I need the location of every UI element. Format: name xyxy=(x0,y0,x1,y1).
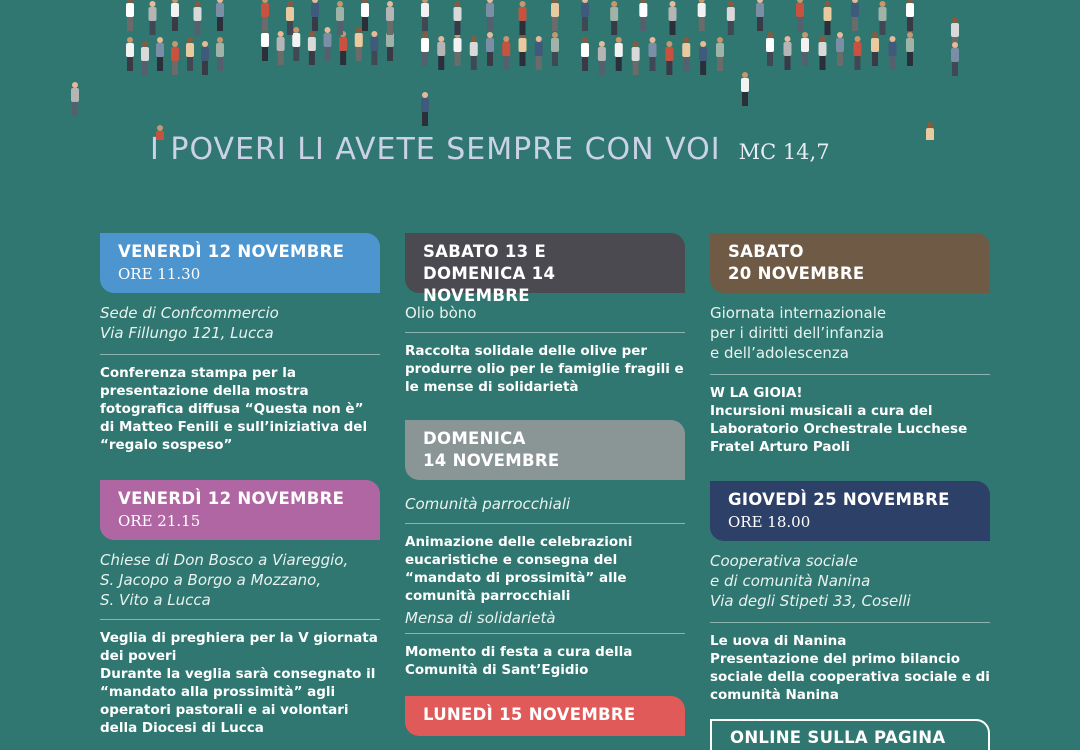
person-figure xyxy=(581,0,589,31)
event-date-box xyxy=(710,233,990,293)
event-date: DOMENICA 14 NOVEMBRE xyxy=(423,429,560,470)
person-figure xyxy=(386,1,394,35)
person-figure xyxy=(261,0,269,31)
person-figure xyxy=(598,41,606,75)
person-figure xyxy=(261,27,269,61)
person-figure xyxy=(801,32,809,66)
person-figure xyxy=(421,0,429,31)
person-figure xyxy=(649,37,657,71)
event-location: Olio bòno xyxy=(405,293,685,333)
person-figure xyxy=(277,31,285,65)
person-figure xyxy=(141,41,149,75)
person-figure xyxy=(308,31,316,65)
event-date-box xyxy=(405,696,685,736)
person-figure xyxy=(851,0,859,31)
person-figure xyxy=(171,0,179,31)
person-figure xyxy=(339,31,347,65)
person-figure xyxy=(879,1,887,35)
event-date-box xyxy=(710,481,990,541)
person-figure xyxy=(171,41,179,75)
event-date-box xyxy=(100,233,380,293)
person-figure xyxy=(615,37,623,71)
person-figure xyxy=(819,36,827,70)
crowd-illustration xyxy=(0,0,1080,140)
person-figure xyxy=(519,32,527,66)
person-figure xyxy=(216,37,224,71)
event-description: Momento di festa a cura della Comunità di Sant’Egidio xyxy=(405,644,633,678)
events-column-3 xyxy=(710,233,990,750)
event-location: Cooperativa sociale e di comunità Nanina Via degli Stipeti 33, Coselli xyxy=(710,541,990,623)
event-time: ORE 11.30 xyxy=(118,265,201,283)
person-figure xyxy=(699,41,707,75)
event-location: Comunità parrocchiali xyxy=(405,480,685,524)
person-figure xyxy=(421,92,429,126)
person-figure xyxy=(470,36,478,70)
online-box xyxy=(710,719,990,750)
person-figure xyxy=(421,32,429,66)
person-figure xyxy=(311,0,319,31)
event-location: Sede di Confcommercio Via Fillungo 121, Lucca xyxy=(100,293,380,355)
event-date: VENERDÌ 12 NOVEMBRE xyxy=(118,489,345,508)
person-figure xyxy=(766,32,774,66)
person-figure xyxy=(581,37,589,71)
person-figure xyxy=(665,41,673,75)
person-figure xyxy=(632,41,640,75)
event-description: Raccolta solidale delle olive per produrre olio per le famiglie fragili e le mense di solidarietà xyxy=(405,343,684,395)
event-date: GIOVEDÌ 25 NOVEMBRE xyxy=(728,490,950,509)
person-figure xyxy=(324,27,332,61)
event-time: ORE 18.00 xyxy=(728,513,811,531)
event-date: SABATO 13 E DOMENICA 14 NOVEMBRE xyxy=(423,242,556,305)
event-date: ONLINE SULLA PAGINA xyxy=(730,728,946,747)
events-column-1 xyxy=(100,233,380,749)
event-date: LUNEDÌ 15 NOVEMBRE xyxy=(423,705,636,724)
person-figure xyxy=(502,36,510,70)
event-location: Chiese di Don Bosco a Viareggio, S. Jacopo a Borgo a Mozzano, S. Vito a Lucca xyxy=(100,540,380,620)
person-figure xyxy=(355,27,363,61)
person-figure xyxy=(361,0,369,31)
person-figure xyxy=(486,0,494,31)
person-figure xyxy=(551,0,559,31)
person-figure xyxy=(610,1,618,35)
events-column-2 xyxy=(405,233,685,736)
event-date: SABATO 20 NOVEMBRE xyxy=(728,242,865,283)
event-date: VENERDÌ 12 NOVEMBRE xyxy=(118,242,345,261)
event-date-box xyxy=(100,480,380,540)
person-figure xyxy=(889,36,897,70)
person-figure xyxy=(716,37,724,71)
event-description: W LA GIOIA! Incursioni musicali a cura del Laboratorio Orchestrale Lucchese Fratel Arturo Paoli xyxy=(710,385,968,455)
person-figure xyxy=(698,0,706,31)
person-figure xyxy=(149,1,157,35)
person-figure xyxy=(286,1,294,35)
person-figure xyxy=(756,0,764,31)
person-figure xyxy=(682,37,690,71)
event-description: Animazione delle celebrazioni eucaristiche e consegna del “mandato di prossimità” alle comunità parrocchiali xyxy=(405,534,633,604)
event-description: Le uova di Nanina Presentazione del primo bilancio sociale della cooperativa sociale e di comunità Nanina xyxy=(710,633,990,703)
person-figure xyxy=(871,32,879,66)
person-figure xyxy=(784,36,792,70)
person-figure xyxy=(126,0,134,31)
person-figure xyxy=(216,0,224,31)
person-figure xyxy=(906,32,914,66)
person-figure xyxy=(336,1,344,35)
person-figure xyxy=(186,37,194,71)
event-description: Conferenza stampa per la presentazione della mostra fotografica diffusa “Questa non è” di Matteo Fenili e sull’iniziativa del “regalo sospeso” xyxy=(100,365,368,453)
person-figure xyxy=(292,27,300,61)
person-figure xyxy=(824,1,832,35)
event-location: Giornata internazionale per i diritti dell’infanzia e dell’adolescenza xyxy=(710,293,990,375)
event-location: Mensa di solidarietà xyxy=(405,604,685,634)
person-figure xyxy=(639,0,647,31)
title-reference: MC 14,7 xyxy=(738,140,830,164)
person-figure xyxy=(156,37,164,71)
title-main: I POVERI LI AVETE SEMPRE CON VOI xyxy=(150,132,721,167)
person-figure xyxy=(727,1,735,35)
person-figure xyxy=(71,82,79,116)
person-figure xyxy=(437,36,445,70)
person-figure xyxy=(454,32,462,66)
person-figure xyxy=(906,0,914,31)
person-figure xyxy=(796,0,804,31)
person-figure xyxy=(551,32,559,66)
person-figure xyxy=(519,1,527,35)
person-figure xyxy=(836,32,844,66)
person-figure xyxy=(370,31,378,65)
person-figure xyxy=(741,72,749,106)
page-title xyxy=(150,132,950,167)
event-time: ORE 21.15 xyxy=(118,512,201,530)
person-figure xyxy=(669,1,677,35)
event-description: Veglia di preghiera per la V giornata dei poveri Durante la veglia sarà consegnato il “mandato alla prossimità” agli operatori pastorali e ai volontari della Diocesi di Lucca xyxy=(100,630,378,736)
person-figure xyxy=(201,41,209,75)
person-figure xyxy=(126,37,134,71)
person-figure xyxy=(194,1,202,35)
event-date-box xyxy=(405,420,685,480)
person-figure xyxy=(486,32,494,66)
person-figure xyxy=(454,1,462,35)
event-date-box xyxy=(405,233,685,305)
person-figure xyxy=(535,36,543,70)
person-figure xyxy=(854,36,862,70)
